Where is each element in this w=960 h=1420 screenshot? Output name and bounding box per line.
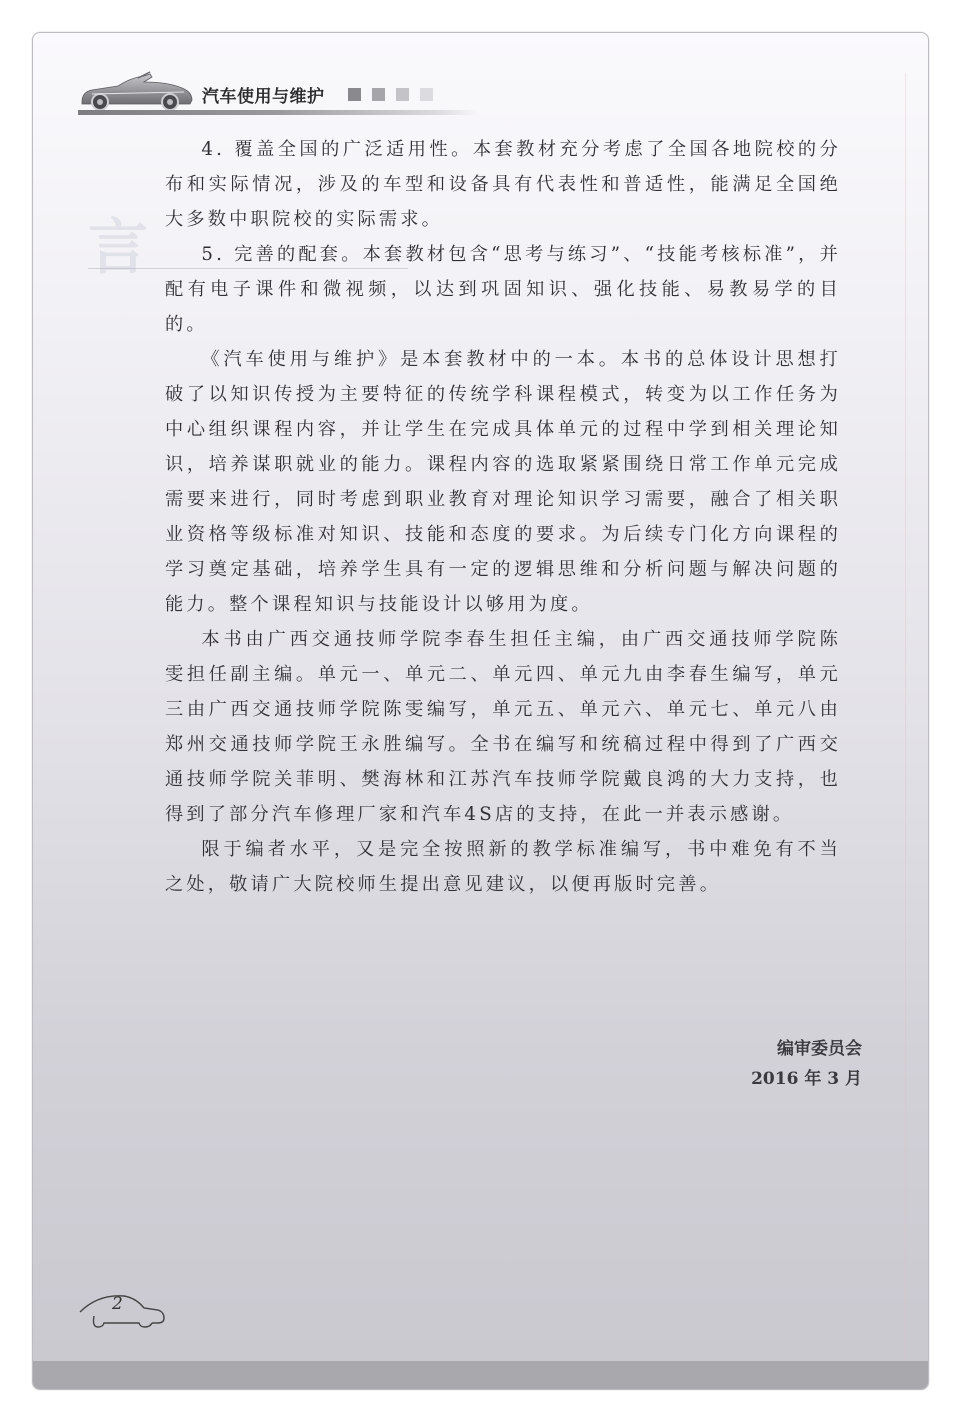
book-title: 汽车使用与维护: [202, 87, 325, 107]
page-bottom-band: [33, 1361, 928, 1389]
paragraph-point-4: 4. 覆盖全国的广泛适用性。本套教材充分考虑了全国各地院校的分布和实际情况，涉及的车型和设备具有代表性和普适性，能满足全国绝大多数中职院校的实际需求。: [165, 139, 841, 230]
bleed-through-watermark: 言: [88, 213, 152, 283]
signoff: [751, 1034, 862, 1094]
page-number: 2: [112, 1294, 123, 1314]
scan-artifact-line: [905, 73, 906, 1390]
signoff-date: 2016 年 3 月: [751, 1069, 862, 1089]
paragraph-book-design: 《汽车使用与维护》是本套教材中的一本。本书的总体设计思想打破了以知识传授为主要特征的传统学科课程模式，转变为以工作任务为中心组织课程内容，并让学生在完成具体单元的过程中学到相关理论知识，培养谋职就业的能力。课程内容的选取紧紧围绕日常工作单元完成需要来进行，同时考虑到职业教育对理论知识学习需要，融合了相关职业资格等级标准对知识、技能和态度的要求。为后续专门化方向课程的学习奠定基础，培养学生具有一定的逻辑思维和分析问题与解决问题的能力。整个课程知识与技能设计以够用为度。: [165, 349, 841, 615]
convertible-car-icon: [78, 68, 198, 112]
paragraph-closing: 限于编者水平，又是完全按照新的教学标准编写，书中难免有不当之处，敬请广大院校师生提出意见建议，以便再版时完善。: [165, 839, 841, 895]
paragraph-point-5: 5. 完善的配套。本套教材包含“思考与练习”、“技能考核标准”，并配有电子课件和微视频，以达到巩固知识、强化技能、易教易学的目的。: [165, 244, 841, 335]
signoff-author: 编审委员会: [777, 1039, 862, 1059]
header-rule: [78, 110, 478, 115]
running-header: [78, 68, 498, 118]
decor-square: [420, 88, 433, 101]
car-outline-icon: [78, 1290, 168, 1330]
decor-squares: [348, 88, 433, 101]
paragraph-authors: 本书由广西交通技师学院李春生担任主编，由广西交通技师学院陈雯担任副主编。单元一、单元二、单元四、单元九由李春生编写，单元三由广西交通技师学院陈雯编写，单元五、单元六、单元七、单元八由郑州交通技师学院王永胜编写。全书在编写和统稿过程中得到了广西交通技师学院关菲明、樊海林和江苏汽车技师学院戴良鸿的大力支持，也得到了部分汽车修理厂家和汽车4S店的支持，在此一并表示感谢。: [165, 629, 841, 825]
decor-square: [348, 88, 361, 101]
decor-square: [372, 88, 385, 101]
decor-square: [396, 88, 409, 101]
preface-body: [165, 132, 841, 902]
